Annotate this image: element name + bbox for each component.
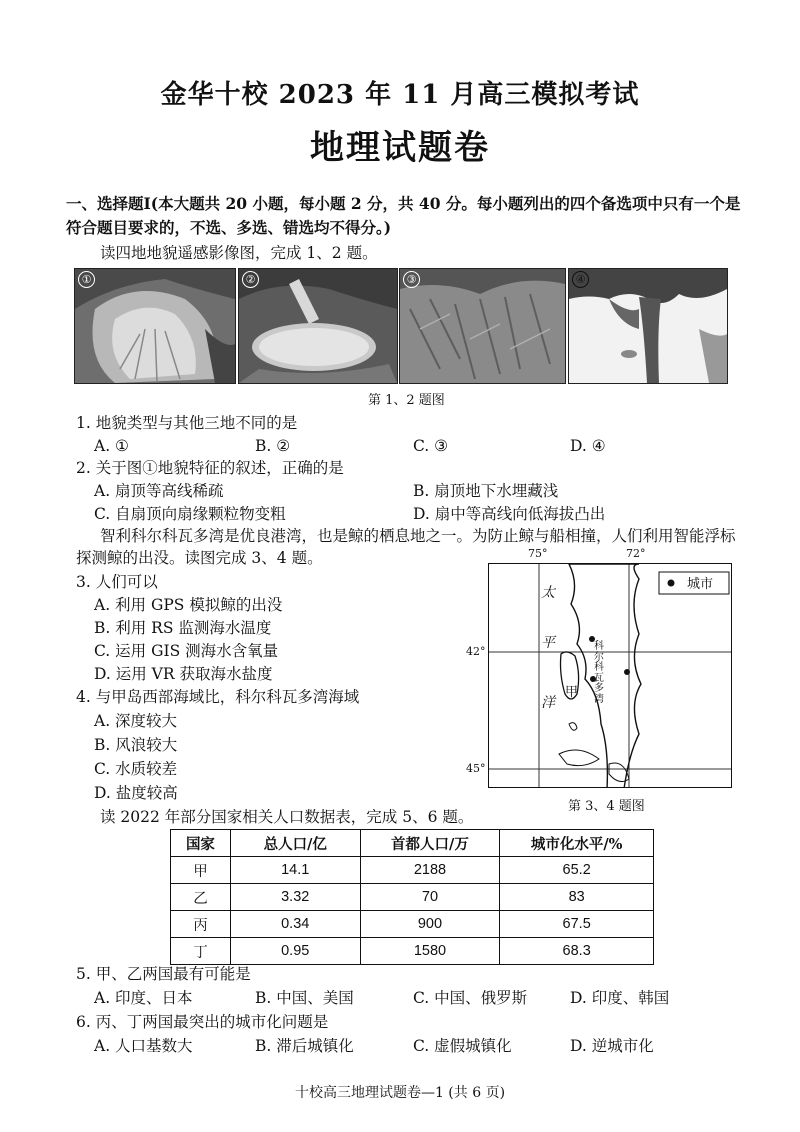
q5-option-a: A. 印度、日本 [94,989,193,1007]
q1-option-d: D. ④ [570,437,606,455]
image-label-4: ④ [572,271,589,288]
q2-option-d: D. 扇中等高线向低海拔凸出 [413,505,606,523]
q3-option-b: B. 利用 RS 监测海水温度 [94,619,272,637]
exam-title: 金华十校 2023 年 11 月高三模拟考试 [160,80,640,110]
q3-option-a: A. 利用 GPS 模拟鲸的出没 [94,596,283,614]
lon-label-72: 72° [626,547,646,560]
q2-option-b: B. 扇顶地下水埋藏浅 [413,482,559,500]
caption-q3-4: 第 3、4 题图 [568,799,645,814]
table-row [171,911,654,938]
population-table [170,829,654,965]
header-country: 国家 [171,830,231,857]
lon-label-75: 75° [528,547,548,560]
q4-option-d: D. 盐度较高 [94,784,178,802]
cell-total-pop: 14.1 [230,857,360,884]
header-total-pop: 总人口/亿 [230,830,360,857]
table-row [171,857,654,884]
q6-option-b: B. 滞后城镇化 [255,1037,354,1055]
q6-option-d: D. 逆城市化 [570,1037,654,1055]
q1-option-c: C. ③ [413,437,449,455]
cell-country: 丙 [171,911,231,938]
cell-total-pop: 3.32 [230,884,360,911]
island-label: 甲 [565,685,579,700]
cell-urbanization: 65.2 [500,857,654,884]
q6-option-a: A. 人口基数大 [94,1037,193,1055]
remote-sensing-image-2 [238,268,398,384]
header-urbanization: 城市化水平/% [500,830,654,857]
q4-option-c: C. 水质较差 [94,760,178,778]
table-header-row [171,830,654,857]
cell-urbanization: 68.3 [500,938,654,965]
lat-label-42: 42° [466,645,486,658]
cell-capital-pop: 2188 [360,857,500,884]
q5-option-b: B. 中国、美国 [255,989,354,1007]
table-row [171,884,654,911]
chile-coast-map [488,563,732,788]
ocean-label-1: 太 [541,585,555,601]
q3-option-c: C. 运用 GIS 测海水含氧量 [94,642,279,660]
cell-capital-pop: 900 [360,911,500,938]
header-capital-pop: 首都人口/万 [360,830,500,857]
q2-option-c: C. 自扇顶向扇缘颗粒物变粗 [94,505,286,523]
q5-option-c: C. 中国、俄罗斯 [413,989,528,1007]
q1-stem: 1. 地貌类型与其他三地不同的是 [76,414,298,432]
intro-q5-6: 读 2022 年部分国家相关人口数据表，完成 5、6 题。 [100,808,474,826]
remote-sensing-image-4 [568,268,728,384]
lat-label-45: 45° [466,762,486,775]
q2-stem: 2. 关于图①地貌特征的叙述，正确的是 [76,459,344,477]
q2-option-a: A. 扇顶等高线稀疏 [94,482,224,500]
cell-country: 甲 [171,857,231,884]
q4-option-a: A. 深度较大 [94,712,178,730]
section-heading: 一、选择题Ⅰ(本大题共 20 小题，每小题 2 分，共 40 分。每小题列出的四个备选项中只有一个是符合题目要求的，不选、多选、错选均不得分。) [66,194,741,237]
remote-sensing-image-3 [399,268,566,384]
cell-country: 乙 [171,884,231,911]
image-label-1: ① [78,271,95,288]
cell-urbanization: 67.5 [500,911,654,938]
q4-option-b: B. 风浪较大 [94,736,178,754]
table-row [171,938,654,965]
map-legend-city: 城市 [687,577,714,592]
q6-option-c: C. 虚假城镇化 [413,1037,512,1055]
cell-country: 丁 [171,938,231,965]
page-footer: 十校高三地理试题卷—1 (共 6 页) [294,1085,506,1101]
q3-option-d: D. 运用 VR 获取海水盐度 [94,665,273,683]
caption-q1-2: 第 1、2 题图 [368,393,445,408]
ocean-label-3: 洋 [541,695,555,711]
q5-option-d: D. 印度、韩国 [570,989,670,1007]
cell-total-pop: 0.95 [230,938,360,965]
cell-urbanization: 83 [500,884,654,911]
q6-stem: 6. 丙、丁两国最突出的城市化问题是 [76,1013,329,1031]
remote-sensing-image-1 [74,268,236,384]
cell-capital-pop: 1580 [360,938,500,965]
ocean-label-2: 平 [541,635,555,651]
image-label-3: ③ [403,271,420,288]
passage-q3-4: 智利科尔科瓦多湾是优良港湾，也是鲸的栖息地之一。为防止鲸与船相撞，人们利用智能浮标探测鲸的出没。读图完成 3、4 题。 [76,527,736,567]
q5-stem: 5. 甲、乙两国最有可能是 [76,965,251,983]
image-label-2: ② [242,271,259,288]
q1-option-a: A. ① [94,437,129,455]
bay-label: 科尔科瓦多湾 [594,641,604,705]
cell-total-pop: 0.34 [230,911,360,938]
intro-q1-2: 读四地地貌遥感影像图，完成 1、2 题。 [100,244,378,262]
q4-stem: 4. 与甲岛西部海域比，科尔科瓦多湾海域 [76,688,360,706]
cell-capital-pop: 70 [360,884,500,911]
q3-stem: 3. 人们可以 [76,573,158,591]
paper-subtitle: 地理试题卷 [310,128,490,168]
q1-option-b: B. ② [255,437,291,455]
